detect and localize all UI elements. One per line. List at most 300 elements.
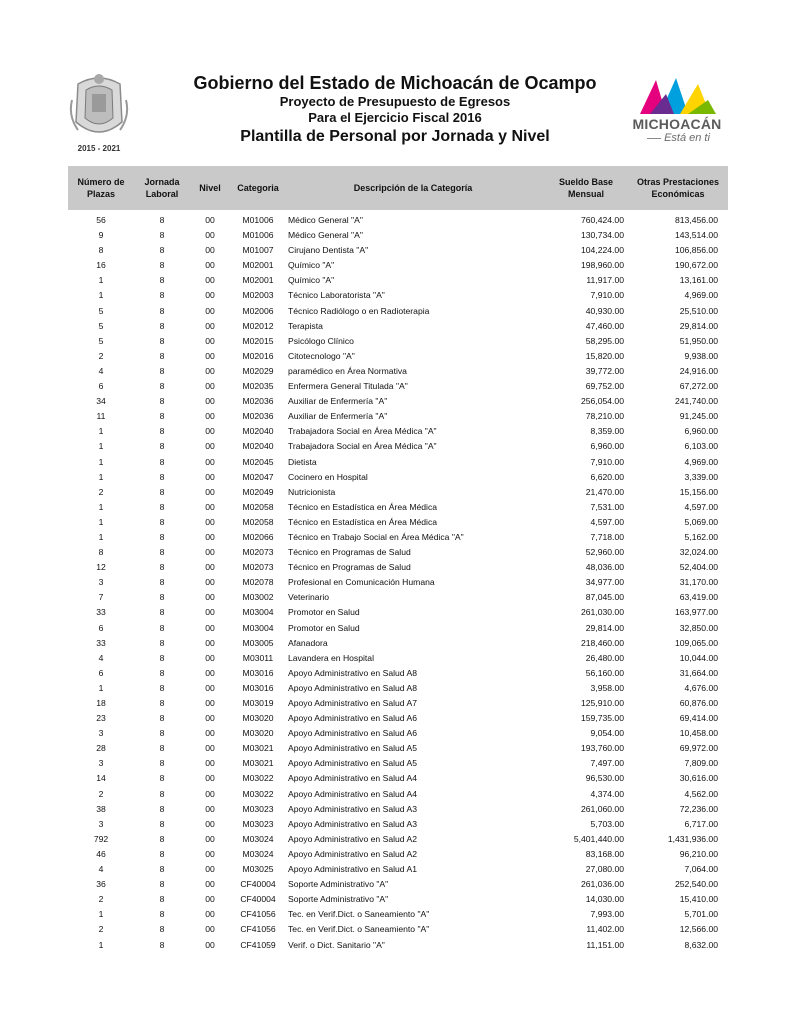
cell-plazas: 3 <box>98 577 104 588</box>
cell-plazas: 1 <box>98 531 104 542</box>
table-row <box>68 485 728 500</box>
cell-categoria: M02001 <box>242 260 274 271</box>
cell-sueldo: 3,958.00 <box>590 682 624 693</box>
cell-categoria: M02073 <box>242 562 274 573</box>
cell-categoria: M03004 <box>242 607 274 618</box>
cell-categoria: M03021 <box>242 758 274 769</box>
cell-jornada: 8 <box>159 350 165 361</box>
cell-categoria: CF40004 <box>240 879 276 890</box>
cell-plazas: 1 <box>98 516 104 527</box>
cell-jornada: 8 <box>159 260 165 271</box>
cell-descripcion: Verif. o Dict. Sanitario "A" <box>288 939 385 950</box>
cell-sueldo: 198,960.00 <box>580 260 624 271</box>
cell-otras: 8,632.00 <box>684 939 718 950</box>
cell-categoria: M03016 <box>242 667 274 678</box>
cell-plazas: 34 <box>96 396 106 407</box>
cell-descripcion: Nutricionista <box>288 486 336 497</box>
cell-otras: 5,069.00 <box>684 516 718 527</box>
cell-descripcion: Apoyo Administrativo en Salud A5 <box>288 743 417 754</box>
cell-plazas: 1 <box>98 501 104 512</box>
page-subtitle-3: Plantilla de Personal por Jornada y Nivel <box>240 128 550 145</box>
cell-sueldo: 7,531.00 <box>590 501 624 512</box>
cell-nivel: 00 <box>205 456 215 467</box>
cell-categoria: M02058 <box>242 516 274 527</box>
cell-descripcion: Cirujano Dentista "A" <box>288 245 369 256</box>
cell-otras: 72,236.00 <box>679 803 718 814</box>
cell-plazas: 18 <box>96 698 106 708</box>
cell-categoria: M03021 <box>242 743 274 754</box>
cell-categoria: M03005 <box>242 637 274 648</box>
cell-plazas: 38 <box>96 803 106 814</box>
cell-otras: 13,161.00 <box>679 275 718 286</box>
cell-jornada: 8 <box>159 864 165 875</box>
cell-plazas: 5 <box>98 320 104 331</box>
cell-descripcion: Auxiliar de Enfermería "A" <box>288 411 388 422</box>
cell-plazas: 2 <box>98 894 104 905</box>
cell-nivel: 00 <box>205 758 215 769</box>
cell-jornada: 8 <box>159 441 165 452</box>
cell-sueldo: 29,814.00 <box>585 622 624 633</box>
table-row <box>68 862 728 877</box>
cell-nivel: 00 <box>205 350 215 361</box>
cell-jornada: 8 <box>159 411 165 422</box>
cell-jornada: 8 <box>159 577 165 588</box>
cell-descripcion: Técnico en Programas de Salud <box>288 547 411 558</box>
cell-jornada: 8 <box>159 637 165 648</box>
cell-descripcion: Trabajadora Social en Área Médica "A" <box>288 426 437 437</box>
col-header-descripcion: Descripción de la Categoría <box>353 183 473 193</box>
table-row <box>68 590 728 605</box>
cell-plazas: 3 <box>98 818 104 829</box>
cell-jornada: 8 <box>159 667 165 678</box>
cell-categoria: M03020 <box>242 713 274 724</box>
cell-jornada: 8 <box>159 320 165 331</box>
cell-descripcion: Técnico Laboratorista "A" <box>288 290 385 301</box>
table-row <box>68 334 728 349</box>
page-subtitle-1: Proyecto de Presupuesto de Egresos <box>279 94 511 109</box>
cell-categoria: M03025 <box>242 864 274 875</box>
cell-otras: 109,065.00 <box>674 637 718 648</box>
cell-plazas: 2 <box>98 350 104 361</box>
cell-jornada: 8 <box>159 848 165 859</box>
cell-otras: 10,458.00 <box>679 728 718 739</box>
cell-jornada: 8 <box>159 335 165 346</box>
cell-otras: 4,969.00 <box>684 290 718 301</box>
cell-categoria: M02047 <box>242 471 274 482</box>
cell-otras: 6,717.00 <box>684 818 718 829</box>
cell-plazas: 46 <box>96 848 106 859</box>
cell-jornada: 8 <box>159 607 165 618</box>
cell-plazas: 4 <box>98 864 104 875</box>
cell-sueldo: 8,359.00 <box>590 426 624 437</box>
cell-descripcion: Afanadora <box>288 637 328 648</box>
table-row <box>68 832 728 847</box>
cell-sueldo: 87,045.00 <box>585 592 624 603</box>
cell-otras: 51,950.00 <box>679 335 718 346</box>
cell-descripcion: Apoyo Administrativo en Salud A4 <box>288 773 417 784</box>
cell-sueldo: 39,772.00 <box>585 365 624 376</box>
cell-plazas: 14 <box>96 773 106 784</box>
cell-categoria: M02015 <box>242 335 274 346</box>
cell-plazas: 28 <box>96 743 106 754</box>
cell-nivel: 00 <box>205 833 215 844</box>
cell-descripcion: Apoyo Administrativo en Salud A8 <box>288 682 417 693</box>
table-row <box>68 877 728 892</box>
table-row <box>68 424 728 439</box>
cell-otras: 96,210.00 <box>679 848 718 859</box>
cell-descripcion: Terapista <box>288 320 323 331</box>
table-row <box>68 726 728 741</box>
table-row <box>68 288 728 303</box>
table-row <box>68 681 728 696</box>
cell-jornada: 8 <box>159 456 165 467</box>
table-row <box>68 575 728 590</box>
table-row <box>68 515 728 530</box>
cell-categoria: M02073 <box>242 547 274 558</box>
cell-categoria: M02058 <box>242 501 274 512</box>
cell-otras: 91,245.00 <box>679 411 718 422</box>
cell-sueldo: 52,960.00 <box>585 547 624 558</box>
cell-jornada: 8 <box>159 939 165 950</box>
cell-sueldo: 26,480.00 <box>585 652 624 663</box>
table-row <box>68 273 728 288</box>
cell-categoria: M02012 <box>242 320 274 331</box>
cell-categoria: M03002 <box>242 592 274 603</box>
cell-categoria: M03016 <box>242 682 274 693</box>
cell-jornada: 8 <box>159 622 165 633</box>
cell-otras: 4,562.00 <box>684 788 718 799</box>
table-row <box>68 892 728 907</box>
table-row <box>68 847 728 862</box>
cell-sueldo: 96,530.00 <box>585 773 624 784</box>
cell-descripcion: Auxiliar de Enfermería "A" <box>288 396 388 407</box>
cell-otras: 67,272.00 <box>679 381 718 392</box>
cell-sueldo: 7,718.00 <box>590 531 624 542</box>
table-row <box>68 741 728 756</box>
cell-plazas: 1 <box>98 909 104 920</box>
cell-nivel: 00 <box>205 818 215 829</box>
cell-categoria: CF41059 <box>240 939 276 950</box>
cell-descripcion: Técnico en Estadística en Área Médica <box>288 516 438 527</box>
cell-nivel: 00 <box>205 215 215 225</box>
cell-jornada: 8 <box>159 305 165 316</box>
cell-nivel: 00 <box>205 939 215 950</box>
col-header-otras: Otras Prestaciones Económicas <box>636 177 720 199</box>
col-header-sueldo: Sueldo Base Mensual <box>558 177 614 199</box>
cell-otras: 52,404.00 <box>679 562 718 573</box>
cell-plazas: 1 <box>98 275 104 286</box>
cell-descripcion: Tec. en Verif.Dict. o Saneamiento "A" <box>288 924 430 935</box>
table-row <box>68 756 728 771</box>
cell-nivel: 00 <box>205 275 215 286</box>
cell-otras: 4,969.00 <box>684 456 718 467</box>
cell-categoria: M03020 <box>242 728 274 739</box>
table-row <box>68 771 728 786</box>
table-row <box>68 802 728 817</box>
cell-jornada: 8 <box>159 924 165 935</box>
cell-jornada: 8 <box>159 909 165 920</box>
cell-sueldo: 11,917.00 <box>586 275 624 286</box>
cell-nivel: 00 <box>205 909 215 920</box>
cell-sueldo: 5,401,440.00 <box>573 833 624 844</box>
cell-nivel: 00 <box>205 728 215 739</box>
cell-sueldo: 69,752.00 <box>585 381 624 392</box>
cell-nivel: 00 <box>205 441 215 452</box>
cell-otras: 143,514.00 <box>674 230 718 241</box>
cell-sueldo: 15,820.00 <box>585 350 624 361</box>
cell-otras: 7,809.00 <box>684 758 718 769</box>
cell-descripcion: Químico "A" <box>288 260 335 271</box>
cell-plazas: 33 <box>96 607 106 618</box>
cell-nivel: 00 <box>205 592 215 603</box>
cell-plazas: 1 <box>98 290 104 301</box>
cell-jornada: 8 <box>159 230 165 241</box>
cell-plazas: 6 <box>98 381 104 392</box>
table-row <box>68 243 728 258</box>
cell-sueldo: 7,910.00 <box>590 290 624 301</box>
cell-otras: 30,616.00 <box>679 773 718 784</box>
cell-categoria: M02016 <box>242 350 274 361</box>
cell-sueldo: 14,030.00 <box>585 894 624 905</box>
col-header-plazas: Número de Plazas <box>77 177 125 199</box>
cell-descripcion: Promotor en Salud <box>288 607 360 618</box>
table-row <box>68 621 728 636</box>
cell-categoria: CF40004 <box>240 894 276 905</box>
cell-categoria: M02036 <box>242 396 274 407</box>
cell-otras: 190,672.00 <box>674 260 718 271</box>
cell-nivel: 00 <box>205 773 215 784</box>
cell-plazas: 5 <box>98 305 104 316</box>
cell-plazas: 792 <box>93 833 109 844</box>
cell-plazas: 7 <box>98 592 104 603</box>
cell-categoria: CF41056 <box>240 909 276 920</box>
cell-sueldo: 11,402.00 <box>586 924 624 935</box>
cell-sueldo: 256,054.00 <box>580 396 624 407</box>
cell-jornada: 8 <box>159 531 165 542</box>
cell-nivel: 00 <box>205 607 215 618</box>
cell-plazas: 3 <box>98 758 104 769</box>
cell-jornada: 8 <box>159 894 165 905</box>
cell-jornada: 8 <box>159 275 165 286</box>
cell-otras: 12,566.00 <box>679 924 718 935</box>
cell-nivel: 00 <box>205 305 215 316</box>
cell-otras: 6,103.00 <box>684 441 718 452</box>
cell-jornada: 8 <box>159 426 165 437</box>
table-row <box>68 651 728 666</box>
cell-categoria: M03019 <box>242 698 274 708</box>
cell-sueldo: 159,735.00 <box>580 713 624 724</box>
cell-jornada: 8 <box>159 592 165 603</box>
cell-categoria: M03022 <box>242 773 274 784</box>
cell-nivel: 00 <box>205 713 215 724</box>
cell-jornada: 8 <box>159 879 165 890</box>
cell-otras: 9,938.00 <box>684 350 718 361</box>
cell-descripcion: Apoyo Administrativo en Salud A7 <box>288 698 417 708</box>
cell-jornada: 8 <box>159 365 165 376</box>
cell-plazas: 1 <box>98 939 104 950</box>
cell-plazas: 1 <box>98 426 104 437</box>
cell-plazas: 6 <box>98 622 104 633</box>
cell-nivel: 00 <box>205 924 215 935</box>
cell-descripcion: paramédico en Área Normativa <box>288 365 407 376</box>
cell-descripcion: Apoyo Administrativo en Salud A3 <box>288 803 417 814</box>
cell-otras: 10,044.00 <box>679 652 718 663</box>
cell-categoria: M02001 <box>242 275 274 286</box>
cell-otras: 32,024.00 <box>679 547 718 558</box>
cell-plazas: 33 <box>96 637 106 648</box>
cell-categoria: M01006 <box>242 215 274 225</box>
cell-sueldo: 9,054.00 <box>590 728 624 739</box>
table-row <box>68 530 728 545</box>
cell-otras: 4,676.00 <box>684 682 718 693</box>
cell-nivel: 00 <box>205 622 215 633</box>
cell-nivel: 00 <box>205 547 215 558</box>
table-row <box>68 349 728 364</box>
table-row <box>68 439 728 454</box>
document-header <box>170 72 620 148</box>
cell-descripcion: Apoyo Administrativo en Salud A3 <box>288 818 417 829</box>
cell-categoria: CF41056 <box>240 924 276 935</box>
cell-otras: 25,510.00 <box>679 305 718 316</box>
cell-descripcion: Trabajadora Social en Área Médica "A" <box>288 441 437 452</box>
cell-categoria: M02029 <box>242 365 274 376</box>
table-row <box>68 228 728 243</box>
cell-otras: 63,419.00 <box>679 592 718 603</box>
cell-sueldo: 261,036.00 <box>580 879 624 890</box>
table-row <box>68 666 728 681</box>
page-title: Gobierno del Estado de Michoacán de Ocampo <box>193 73 597 93</box>
cell-otras: 31,664.00 <box>679 667 718 678</box>
cell-otras: 4,597.00 <box>684 501 718 512</box>
cell-plazas: 2 <box>98 486 104 497</box>
cell-nivel: 00 <box>205 320 215 331</box>
cell-plazas: 5 <box>98 335 104 346</box>
table-row <box>68 560 728 575</box>
cell-descripcion: Apoyo Administrativo en Salud A6 <box>288 713 417 724</box>
cell-nivel: 00 <box>205 562 215 573</box>
cell-nivel: 00 <box>205 531 215 542</box>
cell-sueldo: 130,734.00 <box>580 230 624 241</box>
cell-plazas: 16 <box>96 260 106 271</box>
cell-sueldo: 6,620.00 <box>590 471 624 482</box>
table-row <box>68 213 728 228</box>
cell-plazas: 1 <box>98 456 104 467</box>
cell-nivel: 00 <box>205 788 215 799</box>
cell-descripcion: Cocinero en Hospital <box>288 471 368 482</box>
cell-categoria: M02078 <box>242 577 274 588</box>
cell-descripcion: Profesional en Comunicación Humana <box>288 577 435 588</box>
cell-sueldo: 40,930.00 <box>585 305 624 316</box>
cell-jornada: 8 <box>159 833 165 844</box>
cell-plazas: 4 <box>98 365 104 376</box>
cell-plazas: 1 <box>98 682 104 693</box>
table-row <box>68 258 728 273</box>
cell-jornada: 8 <box>159 773 165 784</box>
cell-sueldo: 4,597.00 <box>590 516 624 527</box>
cell-categoria: M03022 <box>242 788 274 799</box>
cell-jornada: 8 <box>159 758 165 769</box>
cell-descripcion: Apoyo Administrativo en Salud A1 <box>288 864 417 875</box>
cell-otras: 1,431,936.00 <box>667 833 718 844</box>
cell-sueldo: 261,030.00 <box>580 607 624 618</box>
cell-jornada: 8 <box>159 803 165 814</box>
col-header-jornada: Jornada Laboral <box>144 177 180 199</box>
cell-jornada: 8 <box>159 743 165 754</box>
cell-otras: 3,339.00 <box>684 471 718 482</box>
cell-jornada: 8 <box>159 396 165 407</box>
table-row <box>68 605 728 620</box>
cell-descripcion: Médico General "A" <box>288 230 363 241</box>
cell-descripcion: Veterinario <box>288 592 330 603</box>
cell-categoria: M01007 <box>242 245 274 256</box>
cell-sueldo: 218,460.00 <box>580 637 624 648</box>
cell-jornada: 8 <box>159 698 165 708</box>
cell-sueldo: 21,470.00 <box>585 486 624 497</box>
cell-plazas: 56 <box>96 215 106 225</box>
cell-jornada: 8 <box>159 501 165 512</box>
cell-plazas: 4 <box>98 652 104 663</box>
cell-nivel: 00 <box>205 682 215 693</box>
table-row <box>68 304 728 319</box>
table-row <box>68 455 728 470</box>
cell-jornada: 8 <box>159 245 165 256</box>
table-row <box>68 470 728 485</box>
cell-otras: 5,701.00 <box>684 909 718 920</box>
cell-jornada: 8 <box>159 547 165 558</box>
cell-jornada: 8 <box>159 215 165 225</box>
cell-nivel: 00 <box>205 698 215 708</box>
cell-nivel: 00 <box>205 516 215 527</box>
cell-plazas: 12 <box>96 562 106 573</box>
cell-nivel: 00 <box>205 864 215 875</box>
cell-otras: 6,960.00 <box>684 426 718 437</box>
cell-otras: 7,064.00 <box>684 864 718 875</box>
state-seal-icon <box>68 70 130 148</box>
cell-sueldo: 11,151.00 <box>586 939 624 950</box>
cell-sueldo: 58,295.00 <box>585 335 624 346</box>
table-body <box>68 213 728 953</box>
cell-plazas: 11 <box>96 411 106 422</box>
cell-otras: 813,456.00 <box>674 215 718 225</box>
cell-plazas: 2 <box>98 788 104 799</box>
table-row <box>68 409 728 424</box>
cell-categoria: M03011 <box>242 652 274 663</box>
cell-sueldo: 27,080.00 <box>585 864 624 875</box>
cell-sueldo: 78,210.00 <box>585 411 624 422</box>
cell-jornada: 8 <box>159 471 165 482</box>
cell-descripcion: Apoyo Administrativo en Salud A5 <box>288 758 417 769</box>
cell-categoria: M02040 <box>242 441 274 452</box>
cell-otras: 163,977.00 <box>674 607 718 618</box>
cell-categoria: M02006 <box>242 305 274 316</box>
cell-descripcion: Apoyo Administrativo en Salud A8 <box>288 667 417 678</box>
cell-otras: 32,850.00 <box>679 622 718 633</box>
cell-otras: 241,740.00 <box>674 396 718 407</box>
table-row <box>68 817 728 832</box>
cell-plazas: 8 <box>98 547 104 558</box>
cell-jornada: 8 <box>159 652 165 663</box>
cell-jornada: 8 <box>159 381 165 392</box>
cell-nivel: 00 <box>205 501 215 512</box>
table-row <box>68 379 728 394</box>
cell-plazas: 36 <box>96 879 106 890</box>
cell-sueldo: 48,036.00 <box>585 562 624 573</box>
cell-jornada: 8 <box>159 818 165 829</box>
cell-nivel: 00 <box>205 486 215 497</box>
cell-sueldo: 83,168.00 <box>585 848 624 859</box>
cell-nivel: 00 <box>205 471 215 482</box>
cell-nivel: 00 <box>205 396 215 407</box>
